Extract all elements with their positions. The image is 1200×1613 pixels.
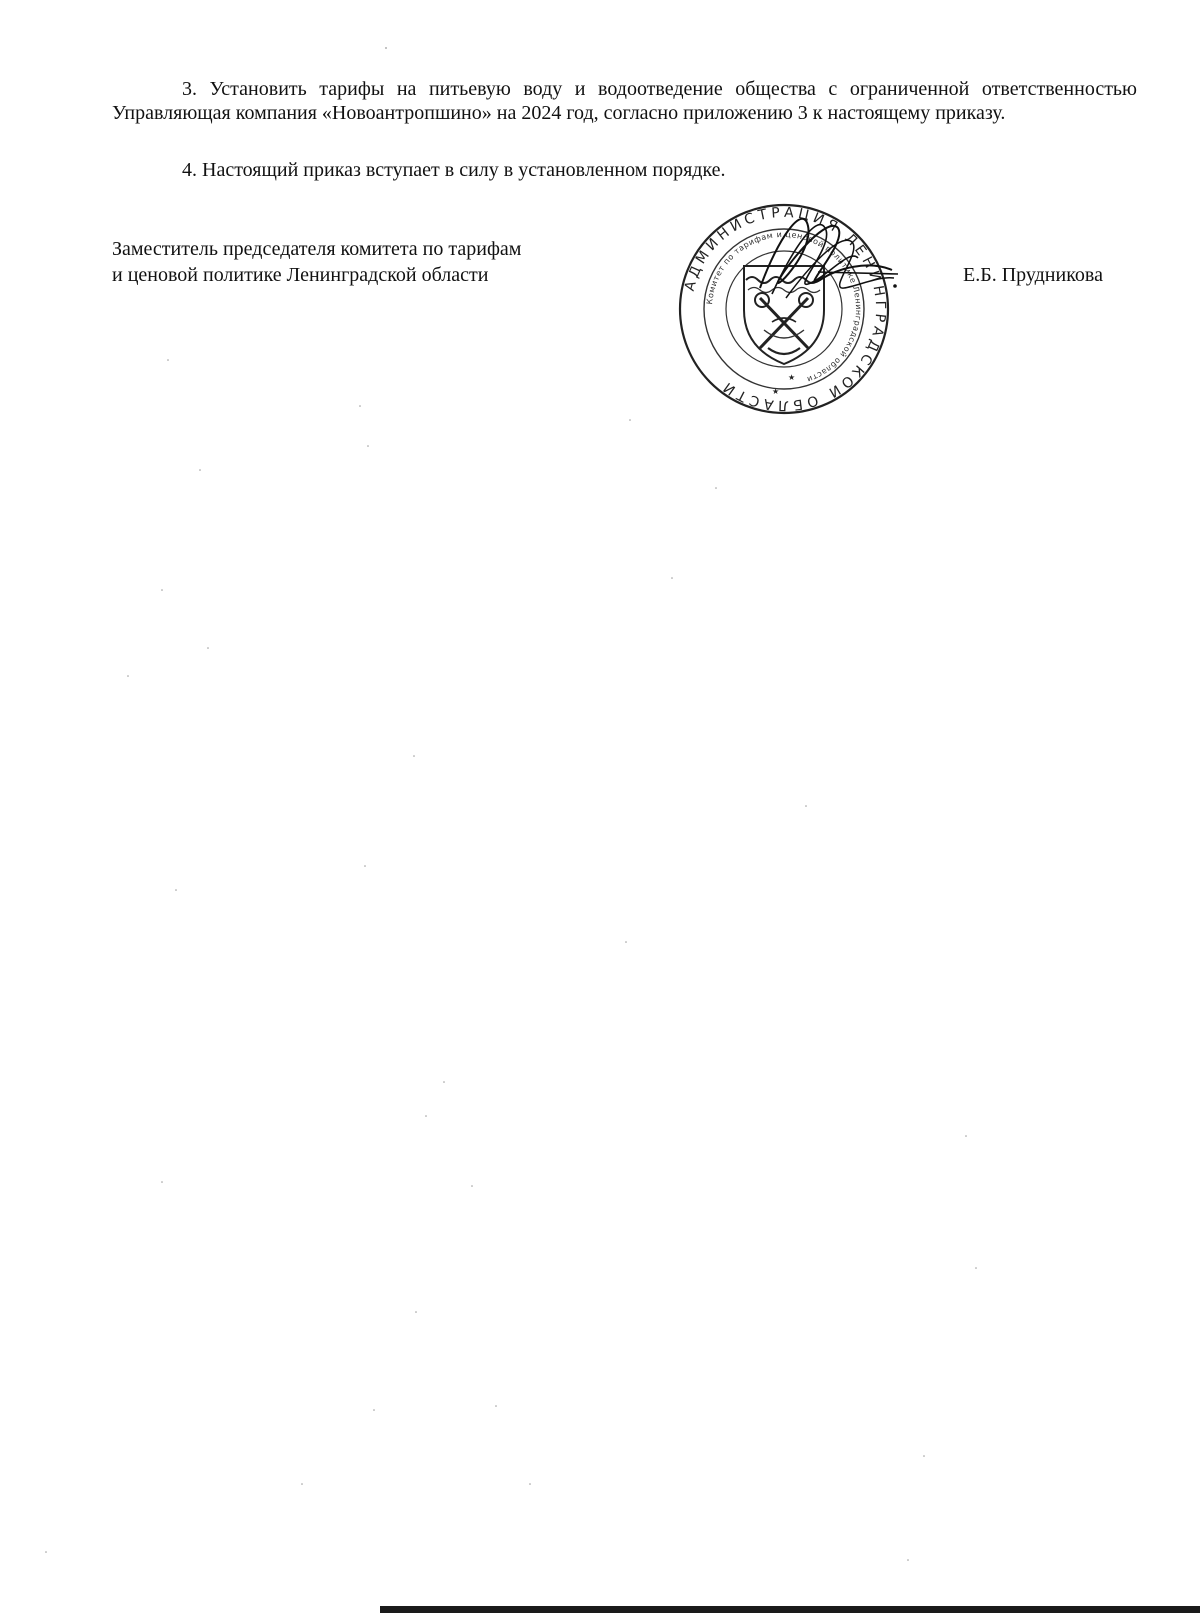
paragraph-3: 3. Установить тарифы на питьевую воду и водоотведение общества с ограниченной ответственностью Управляющая компания «Новоантропшино» на 2024 год, согласно приложению 3 к настоящему приказу. bbox=[112, 78, 1137, 124]
signatory-position-line-1: Заместитель председателя комитета по тарифам bbox=[112, 238, 522, 260]
scan-edge-bar bbox=[380, 1606, 1200, 1613]
paragraph-4: 4. Настоящий приказ вступает в силу в установленном порядке. bbox=[182, 159, 726, 181]
svg-text:★: ★ bbox=[788, 373, 796, 382]
signatory-position-line-2: и ценовой политике Ленинградской области bbox=[112, 264, 489, 286]
official-seal-stamp bbox=[668, 198, 900, 420]
signatory-name: Е.Б. Прудникова bbox=[963, 264, 1103, 286]
seal-icon bbox=[668, 198, 900, 420]
svg-text:АДМИНИСТРАЦИЯ ЛЕНИНГРАДСКОЙ ОБ: АДМИНИСТРАЦИЯ ЛЕНИНГРАДСКОЙ ОБЛАСТИ bbox=[681, 204, 889, 414]
signatory-position bbox=[112, 236, 632, 288]
svg-text:Комитет по тарифам и ценовой п: Комитет по тарифам и ценовой политике Ленинградской области bbox=[705, 229, 864, 385]
svg-text:★: ★ bbox=[772, 387, 780, 396]
